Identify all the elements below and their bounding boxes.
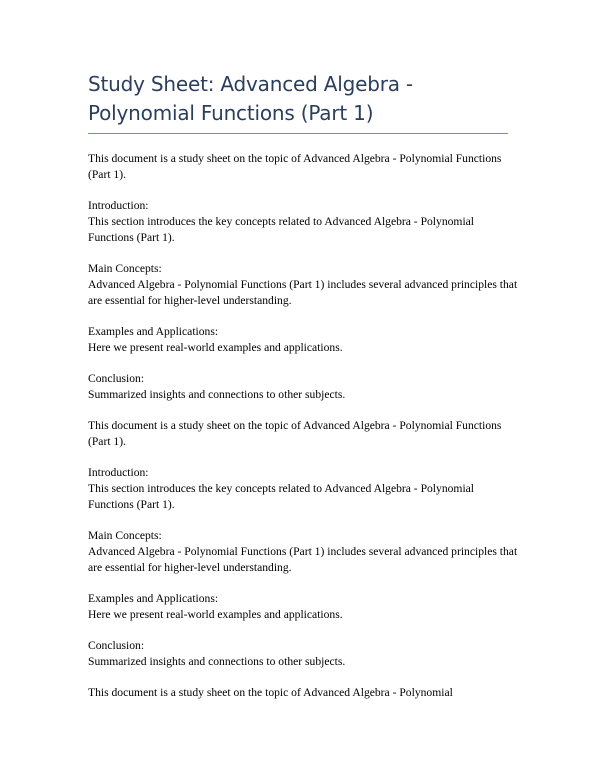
section-heading: Main Concepts: xyxy=(88,262,162,275)
paragraph-text: Advanced Algebra - Polynomial Functions (Part 1) includes several advanced principles that are essential for higher-level understanding. xyxy=(88,545,518,574)
section-heading: Introduction: xyxy=(88,199,149,212)
document-paragraph xyxy=(88,198,518,246)
section-heading: Examples and Applications: xyxy=(88,592,219,605)
document-body xyxy=(88,151,518,716)
document-paragraph xyxy=(88,371,518,403)
section-heading: Introduction: xyxy=(88,466,149,479)
paragraph-text: This document is a study sheet on the topic of Advanced Algebra - Polynomial Functions (Part 1). xyxy=(88,152,502,181)
document-paragraph xyxy=(88,638,518,670)
paragraph-text: Advanced Algebra - Polynomial Functions (Part 1) includes several advanced principles that are essential for higher-level understanding. xyxy=(88,278,518,307)
document-paragraph xyxy=(88,465,518,513)
document-paragraph xyxy=(88,528,518,576)
paragraph-text: This document is a study sheet on the topic of Advanced Algebra - Polynomial xyxy=(88,686,453,699)
paragraph-text: Summarized insights and connections to other subjects. xyxy=(88,388,346,401)
document-paragraph xyxy=(88,685,518,701)
paragraph-text: Summarized insights and connections to other subjects. xyxy=(88,655,346,668)
document-title: Study Sheet: Advanced Algebra - Polynomial Functions (Part 1) xyxy=(88,72,413,125)
paragraph-text: This section introduces the key concepts related to Advanced Algebra - Polynomial Functions (Part 1). xyxy=(88,482,475,511)
section-heading: Examples and Applications: xyxy=(88,325,219,338)
paragraph-text: This document is a study sheet on the topic of Advanced Algebra - Polynomial Functions (Part 1). xyxy=(88,419,502,448)
section-heading: Conclusion: xyxy=(88,372,145,385)
paragraph-text: Here we present real-world examples and applications. xyxy=(88,341,343,354)
paragraph-text: This section introduces the key concepts related to Advanced Algebra - Polynomial Functions (Part 1). xyxy=(88,215,475,244)
document-paragraph xyxy=(88,418,518,450)
document-paragraph xyxy=(88,261,518,309)
paragraph-text: Here we present real-world examples and applications. xyxy=(88,608,343,621)
section-heading: Conclusion: xyxy=(88,639,145,652)
section-heading: Main Concepts: xyxy=(88,529,162,542)
document-paragraph xyxy=(88,324,518,356)
document-paragraph xyxy=(88,591,518,623)
document-paragraph xyxy=(88,151,518,183)
title-divider xyxy=(88,133,508,134)
